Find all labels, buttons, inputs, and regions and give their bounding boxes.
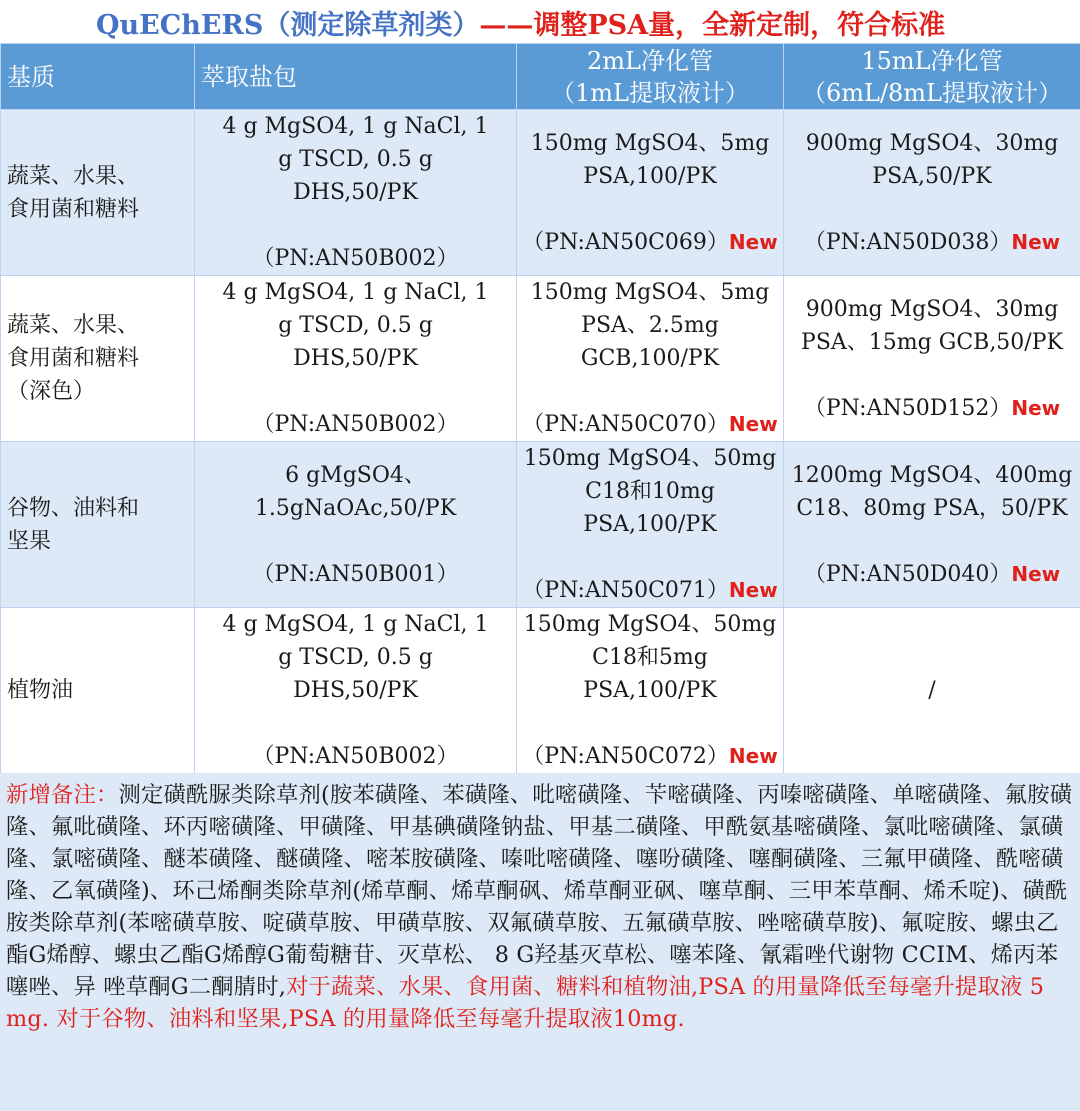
cell-2ml-tube-line: GCB,100/PK [580, 346, 720, 371]
title-subtitle: ——调整PSA量，全新定制，符合标准 [479, 9, 946, 41]
cell-15ml-tube-line: 900mg MgSO4、30mg [805, 296, 1059, 322]
cell-salt-part-number [195, 408, 516, 441]
header-15ml-tube [784, 44, 1080, 110]
cell-salt-line: g TSCD, 0.5 g [278, 147, 433, 172]
cell-2ml-tube-part-number [517, 740, 783, 773]
cell-salt-part-number [195, 740, 516, 773]
new-badge: New [728, 578, 778, 602]
cell-2ml-tube-line: 150mg MgSO4、5mg [530, 280, 770, 305]
table-row [1, 276, 1080, 442]
new-badge: New [1011, 229, 1061, 254]
new-badge: New [1011, 561, 1061, 586]
cell-salt-part-number [195, 558, 516, 591]
cell-15ml-tube-line: PSA,50/PK [872, 163, 992, 189]
cell-salt-line: 4 g MgSO4, 1 g NaCl, 1 [222, 114, 489, 139]
spacer [195, 525, 516, 558]
part-number-text: （PN:AN50C069） [522, 229, 729, 255]
cell-15ml-tube [784, 442, 1080, 608]
cell-2ml-tube-line: PSA、2.5mg [581, 313, 719, 338]
cell-15ml-tube [784, 276, 1080, 442]
cell-15ml-tube-part-number [784, 392, 1080, 425]
spacer [517, 707, 783, 740]
cell-15ml-tube-line: 900mg MgSO4、30mg [805, 130, 1059, 156]
part-number-text: （PN:AN50B001） [252, 561, 459, 587]
spacer [784, 193, 1080, 226]
cell-salt-line: 4 g MgSO4, 1 g NaCl, 1 [222, 612, 489, 637]
cell-2ml-tube-line: 150mg MgSO4、5mg [530, 130, 770, 156]
header-row [1, 44, 1080, 110]
footnote-label: 新增备注： [6, 782, 119, 808]
cell-15ml-tube [784, 110, 1080, 276]
matrix-line: 蔬菜、水果、 [7, 313, 140, 338]
title-main: QuEChERS（测定除草剂类） [96, 9, 480, 41]
cell-2ml-tube [517, 608, 784, 774]
header-matrix: 基质 [1, 44, 195, 110]
product-table [0, 43, 1080, 774]
part-number-text: （PN:AN50B002） [252, 412, 459, 437]
matrix-line: 食用菌和糖料 [7, 346, 140, 371]
cell-15ml-tube-line: / [928, 678, 936, 703]
cell-2ml-tube-line: PSA,100/PK [583, 163, 717, 189]
header-2ml-line1: 2mL净化管 [587, 46, 713, 75]
footnote [0, 773, 1080, 1111]
cell-salt [195, 276, 517, 442]
cell-matrix [1, 442, 195, 608]
cell-2ml-tube-line: C18和5mg [592, 645, 708, 670]
matrix-line: 食用菌和糖料 [7, 196, 140, 222]
part-number-text: （PN:AN50B002） [252, 744, 459, 769]
cell-matrix [1, 276, 195, 442]
new-badge: New [1011, 395, 1061, 420]
page-title [0, 0, 1080, 44]
part-number-text: （PN:AN50D040） [803, 561, 1012, 587]
part-number-text: （PN:AN50D038） [803, 229, 1012, 255]
cell-salt-line: 4 g MgSO4, 1 g NaCl, 1 [222, 280, 489, 305]
cell-2ml-tube [517, 110, 784, 276]
header-2ml-line2: （1mL提取液计） [551, 78, 749, 107]
header-salt: 萃取盐包 [195, 44, 517, 110]
cell-salt-line: DHS,50/PK [293, 180, 418, 205]
cell-2ml-tube [517, 442, 784, 608]
cell-matrix [1, 608, 195, 774]
cell-salt-line: g TSCD, 0.5 g [278, 645, 433, 670]
new-badge: New [728, 744, 778, 768]
part-number-text: （PN:AN50C072） [522, 744, 729, 769]
matrix-line: 植物油 [7, 678, 74, 703]
cell-salt-line: DHS,50/PK [293, 346, 418, 371]
header-2ml-tube [517, 44, 784, 110]
cell-15ml-tube-line: C18、80mg PSA，50/PK [796, 495, 1068, 521]
cell-2ml-tube-part-number [517, 226, 783, 259]
spacer [517, 541, 783, 574]
part-number-text: （PN:AN50C071） [522, 578, 729, 603]
spacer [784, 525, 1080, 558]
table-row [1, 608, 1080, 774]
cell-salt [195, 442, 517, 608]
part-number-text: （PN:AN50C070） [522, 412, 729, 437]
spacer [784, 359, 1080, 392]
cell-salt-line: DHS,50/PK [293, 678, 418, 703]
cell-15ml-tube-line: PSA、15mg GCB,50/PK [801, 329, 1063, 355]
matrix-line: （深色） [7, 379, 96, 404]
matrix-line: 坚果 [7, 528, 52, 554]
cell-2ml-tube-line: 150mg MgSO4、50mg [523, 446, 777, 471]
cell-15ml-tube-part-number [784, 226, 1080, 259]
cell-salt-line: g TSCD, 0.5 g [278, 313, 433, 338]
spacer [517, 193, 783, 226]
cell-15ml-tube-part-number [784, 558, 1080, 591]
part-number-text: （PN:AN50B002） [252, 246, 459, 271]
cell-salt-part-number [195, 242, 516, 275]
matrix-line: 蔬菜、水果、 [7, 163, 140, 189]
cell-15ml-tube [784, 608, 1080, 774]
table-row [1, 442, 1080, 608]
cell-2ml-tube-line: PSA,100/PK [583, 678, 717, 703]
spacer [195, 375, 516, 408]
new-badge: New [728, 229, 778, 254]
spacer [517, 375, 783, 408]
cell-2ml-tube-line: 150mg MgSO4、50mg [523, 612, 777, 637]
cell-salt-line: 1.5gNaOAc,50/PK [254, 495, 457, 521]
cell-15ml-tube-line: 1200mg MgSO4、400mg [791, 462, 1073, 488]
cell-2ml-tube-line: C18和10mg [585, 479, 715, 504]
cell-salt-line: 6 gMgSO4、 [285, 462, 426, 488]
header-15ml-line2: （6mL/8mL提取液计） [801, 78, 1062, 107]
spacer [195, 707, 516, 740]
cell-2ml-tube-part-number [517, 408, 783, 441]
footnote-highlight: 对于蔬菜、水果、食用菌、糖料和植物油,PSA 的用量降低至每毫升提取液 5 mg. 对于谷物、油料和坚果,PSA 的用量降低至每毫升提取液10mg. [6, 974, 1045, 1032]
cell-2ml-tube [517, 276, 784, 442]
cell-2ml-tube-part-number [517, 574, 783, 607]
cell-salt [195, 110, 517, 276]
cell-salt [195, 608, 517, 774]
spacer [195, 209, 516, 242]
new-badge: New [728, 412, 778, 436]
part-number-text: （PN:AN50D152） [803, 395, 1012, 421]
header-15ml-line1: 15mL净化管 [861, 46, 1003, 75]
matrix-line: 谷物、油料和 [7, 495, 140, 521]
footnote-body: 测定磺酰脲类除草剂(胺苯磺隆、苯磺隆、吡嘧磺隆、苄嘧磺隆、丙嗪嘧磺隆、单嘧磺隆、氟胺磺隆、氟吡磺隆、环丙嘧磺隆、甲磺隆、甲基碘磺隆钠盐、甲基二磺隆、甲酰氨基嘧磺隆、氯吡嘧磺隆、氯磺隆、氯嘧磺隆、醚苯磺隆、醚磺隆、嘧苯胺磺隆、嗪吡嘧磺隆、噻吩磺隆、噻酮磺隆、三氟甲磺隆、酰嘧磺隆、乙氧磺隆)、环己烯酮类除草剂(烯草酮、烯草酮砜、烯草酮亚砜、噻草酮、三甲苯草酮、烯禾啶)、磺酰胺类除草剂(苯嘧磺草胺、啶磺草胺、甲磺草胺、双氟磺草胺、五氟磺草胺、唑嘧磺草胺)、氟啶胺、螺虫乙酯G烯醇、螺虫乙酯G烯醇G葡萄糖苷、灭草松、 8 G羟基灭草松、噻苯隆、氰霜唑代谢物 CCIM、烯丙苯噻唑、异 唑草酮G二酮腈时, [6, 782, 1073, 1000]
cell-matrix [1, 110, 195, 276]
cell-2ml-tube-line: PSA,100/PK [583, 512, 717, 537]
table-row [1, 110, 1080, 276]
